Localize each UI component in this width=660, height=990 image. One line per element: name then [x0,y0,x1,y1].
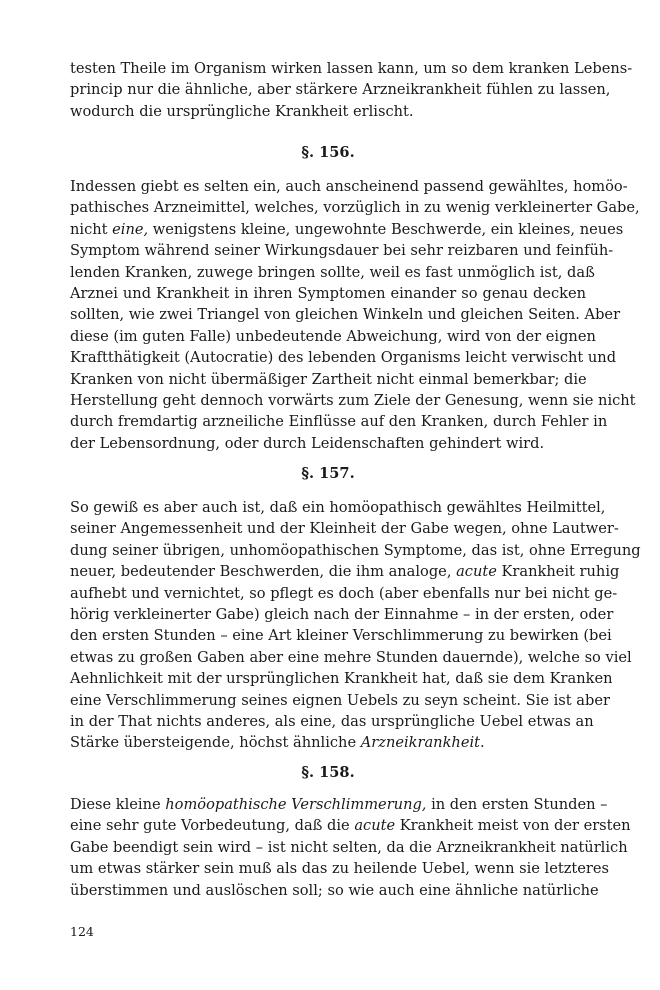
section-1-line: den ersten Stunden – eine Art kleiner Verschlimmerung zu bewirken (bei [70,627,612,645]
section-1-line: seiner Angemessenheit und der Kleinheit der Gabe wegen, ohne Lautwer- [70,520,619,538]
section-1-line: Stärke übersteigende, höchst ähnliche Arzneikrankheit. [70,734,485,752]
section-0-line: lenden Kranken, zuwege bringen sollte, weil es fast unmöglich ist, daß [70,263,595,281]
intro-line: testen Theile im Organism wirken lassen kann, um so dem kranken Lebens- [70,60,633,77]
section-0-line: sollten, wie zwei Triangel von gleichen Winkeln und gleichen Seiten. Aber [70,306,621,324]
section-0-line: Indessen giebt es selten ein, auch anscheinend passend gewähltes, homöo- [70,178,628,195]
page-number: 124 [70,924,94,939]
section-1-line: etwas zu großen Gaben aber eine mehre Stunden dauernde), welche so viel [70,648,632,666]
section-1-line: neuer, bedeutender Beschwerden, die ihm analoge, acute Krankheit ruhig [70,563,620,581]
section-158-paragraph [70,794,631,901]
intro-line: wodurch die ursprüngliche Krankheit erlischt. [70,102,414,120]
section-158-title: §. 158. [301,764,355,781]
section-1-line: in der That nichts anderes, als eine, das ursprüngliche Uebel etwas an [70,713,594,731]
intro-paragraph [70,58,633,122]
section-1-line: Aehnlichkeit mit der ursprünglichen Krankheit hat, daß sie dem Kranken [70,670,613,688]
section-2-line: Diese kleine homöopathische Verschlimmerung, in den ersten Stunden – [70,796,608,813]
section-0-line: diese (im guten Falle) unbedeutende Abweichung, wird von der eignen [70,327,596,345]
section-1-line: aufhebt und vernichtet, so pflegt es doch (aber ebenfalls nur bei nicht ge- [70,584,618,602]
section-0-line: Kraftthätigkeit (Autocratie) des lebenden Organisms leicht verwischt und [70,349,617,367]
section-1-line: dung seiner übrigen, unhomöopathischen Symptome, das ist, ohne Erregung [70,541,641,559]
section-156-title: §. 156. [301,144,355,161]
section-1-line: So gewiß es aber auch ist, daß ein homöopathisch gewähltes Heilmittel, [70,499,606,516]
section-0-line: Arznei und Krankheit in ihren Symptomen einander so genau decken [70,285,586,303]
section-1-line: eine Verschlimmerung seines eignen Uebels zu seyn scheint. Sie ist aber [70,691,610,709]
section-2-line: um etwas stärker sein muß als das zu heilende Uebel, wenn sie letzteres [70,860,610,878]
section-0-line: Herstellung geht dennoch vorwärts zum Ziele der Genesung, wenn sie nicht [70,392,636,410]
section-2-line: Gabe beendigt sein wird – ist nicht selten, da die Arzneikrankheit natürlich [70,838,628,856]
section-0-line: der Lebensordnung, oder durch Leidenschaften gehindert wird. [70,434,545,452]
section-0-line: nicht eine, wenigstens kleine, ungewohnte Beschwerde, ein kleines, neues [70,220,624,238]
section-1-line: hörig verkleinerter Gabe) gleich nach der Einnahme – in der ersten, oder [70,606,614,624]
section-0-line: durch fremdartig arzneiliche Einflüsse auf den Kranken, durch Fehler in [70,413,608,431]
section-156-paragraph [70,176,640,454]
section-2-line: überstimmen und auslöschen soll; so wie auch eine ähnliche natürliche [70,881,599,899]
section-0-line: Symptom während seiner Wirkungsdauer bei sehr reizbaren und feinfüh- [70,242,614,260]
section-157-paragraph [70,497,641,754]
section-0-line: pathisches Arzneimittel, welches, vorzüglich in zu wenig verkleinerter Gabe, [70,199,640,217]
section-2-line: eine sehr gute Vorbedeutung, daß die acute Krankheit meist von der ersten [70,817,631,835]
intro-line: princip nur die ähnliche, aber stärkere Arzneikrankheit fühlen zu lassen, [70,81,611,99]
section-0-line: Kranken von nicht übermäßiger Zartheit nicht einmal bemerkbar; die [70,370,587,388]
section-157-title: §. 157. [301,465,355,482]
